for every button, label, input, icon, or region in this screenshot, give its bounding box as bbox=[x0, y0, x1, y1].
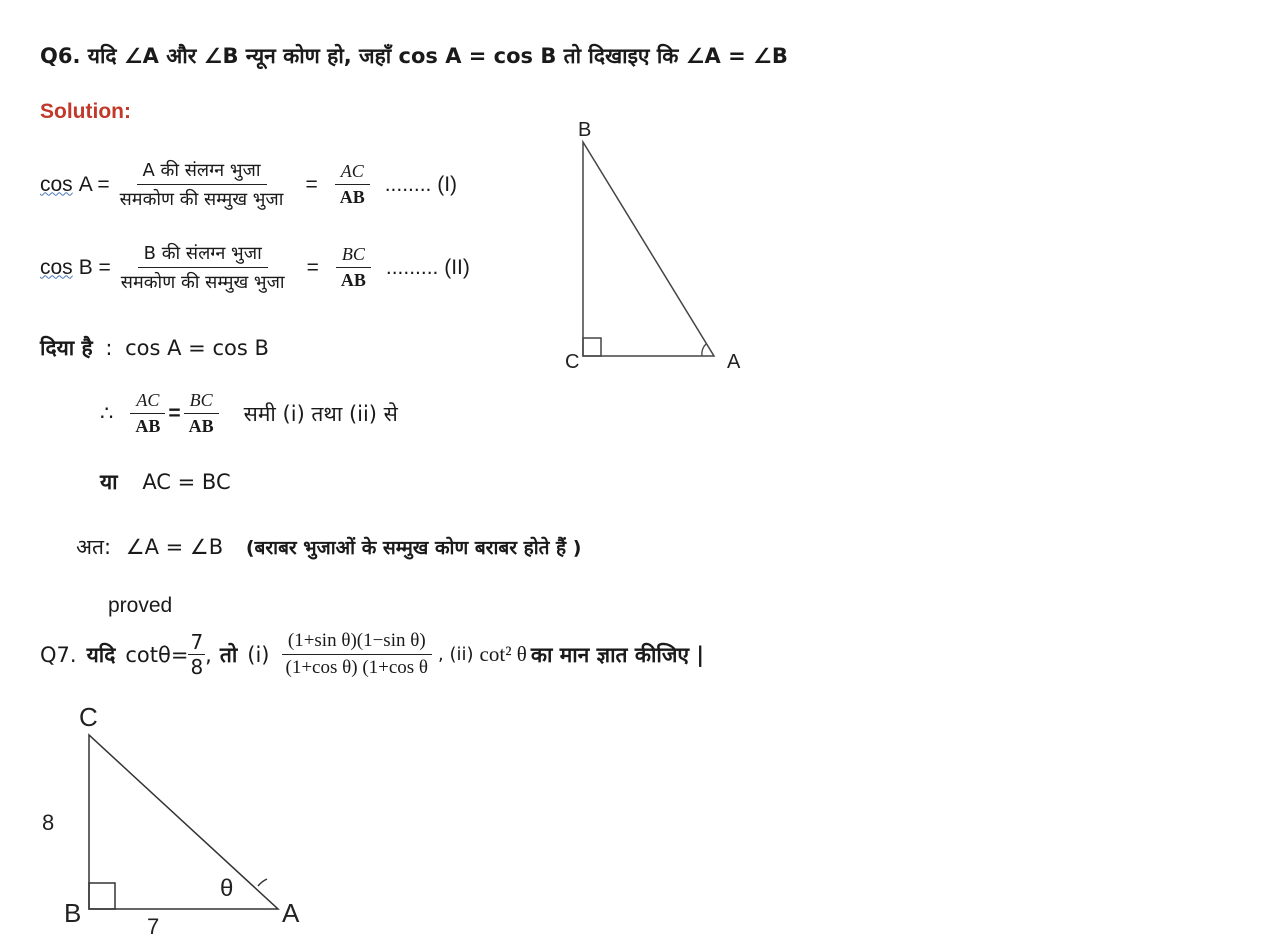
part-i-label: (i) bbox=[247, 642, 270, 667]
theta-label: θ bbox=[220, 875, 234, 902]
equation-tag-2: ......... (II) bbox=[385, 255, 470, 279]
hence-expression: ∠A = ∠B bbox=[125, 535, 224, 559]
triangle-2-outline bbox=[89, 735, 278, 909]
proved-text: proved bbox=[108, 594, 173, 617]
question-6 bbox=[40, 42, 788, 70]
vertex-c-label: C bbox=[79, 702, 98, 732]
solution-label: Solution: bbox=[40, 100, 131, 123]
triangle-abc-diagram bbox=[560, 112, 760, 377]
ratio-numerator-bc: BC bbox=[336, 244, 371, 268]
question-7-label: Q7. bbox=[40, 642, 77, 667]
ratio-denominator-ab: AB bbox=[339, 187, 365, 207]
given-expression: cos A = cos B bbox=[125, 336, 269, 360]
vertex-c-label: C bbox=[565, 351, 580, 373]
cot-value-fraction bbox=[188, 630, 205, 679]
part-i-expression bbox=[280, 630, 435, 679]
cot-numerator: 7 bbox=[190, 630, 204, 654]
triangle-cba-diagram bbox=[30, 698, 320, 943]
right-angle-marker bbox=[89, 883, 115, 909]
therefore-symbol: ∴ bbox=[100, 402, 114, 425]
equation-tag-1: ........ (I) bbox=[384, 172, 458, 196]
cos-a-ratio bbox=[334, 161, 371, 208]
ratio-numerator-ac: AC bbox=[335, 161, 370, 185]
or-line bbox=[100, 468, 231, 496]
angle-a-arc bbox=[702, 344, 706, 356]
ratio-denominator-ab: AB bbox=[340, 270, 366, 290]
cot-theta: cotθ= bbox=[125, 642, 189, 667]
cos-b-ratio-text bbox=[115, 241, 291, 294]
cos-b-denominator: समकोण की सम्मुख भुजा bbox=[120, 272, 285, 293]
given-line bbox=[40, 334, 269, 362]
or-expression: AC = BC bbox=[142, 470, 231, 494]
cot-denominator: 8 bbox=[190, 655, 204, 679]
cos-a-denominator: समकोण की सम्मुख भुजा bbox=[119, 189, 284, 210]
therefore-num-ac: AC bbox=[130, 390, 165, 414]
question-7-rest: का मान ज्ञात कीजिए | bbox=[530, 642, 705, 667]
therefore-num-bc: BC bbox=[184, 390, 219, 414]
therefore-den-ab: AB bbox=[188, 416, 214, 436]
question-6-label: Q6. bbox=[40, 44, 81, 68]
or-label: या bbox=[100, 470, 118, 494]
given-label: दिया है bbox=[40, 336, 93, 360]
equation-cos-b bbox=[40, 241, 470, 294]
side-cb-length: 8 bbox=[42, 810, 55, 835]
therefore-equals: = bbox=[168, 401, 181, 425]
cos-b-ratio bbox=[335, 244, 372, 291]
vertex-a-label: A bbox=[727, 351, 741, 373]
side-ba-length: 7 bbox=[147, 914, 160, 939]
equation-cos-a bbox=[40, 158, 457, 211]
cos-b-func: cos bbox=[40, 255, 73, 279]
hence-label: अत: bbox=[76, 535, 112, 559]
hence-line bbox=[76, 533, 581, 561]
cos-a-func: cos bbox=[40, 172, 73, 196]
question-7 bbox=[40, 630, 704, 679]
cos-b-var: B = bbox=[78, 255, 111, 279]
part-i-denominator: (1+cos θ) (1+cos θ bbox=[285, 657, 429, 678]
cos-a-ratio-text bbox=[114, 158, 290, 211]
cos-b-numerator: B की संलग्न भुजा bbox=[138, 241, 268, 268]
triangle-1-outline bbox=[583, 142, 714, 356]
therefore-left-ratio bbox=[129, 390, 166, 437]
question-7-to: तो bbox=[219, 642, 238, 667]
equals-sign: = bbox=[305, 172, 318, 196]
vertex-b-label: B bbox=[64, 898, 82, 928]
comma: , bbox=[205, 642, 212, 667]
hence-note: (बराबर भुजाओं के सम्मुख कोण बराबर होते हैं ) bbox=[245, 537, 582, 559]
therefore-den-ab: AB bbox=[135, 416, 161, 436]
cos-a-var: A = bbox=[78, 172, 110, 196]
cot-squared-theta: cot² θ bbox=[479, 642, 527, 666]
given-colon: : bbox=[105, 336, 113, 360]
vertex-b-label: B bbox=[578, 119, 592, 141]
right-angle-marker bbox=[583, 338, 601, 356]
equals-sign: = bbox=[306, 255, 319, 279]
question-7-yadi: यदि bbox=[86, 642, 116, 667]
therefore-note: समी (i) तथा (ii) से bbox=[243, 401, 398, 426]
therefore-line bbox=[100, 390, 398, 437]
theta-arc bbox=[258, 879, 267, 886]
part-ii-label: , (ii) bbox=[438, 644, 474, 665]
therefore-right-ratio bbox=[183, 390, 220, 437]
vertex-a-label: A bbox=[282, 898, 300, 928]
part-i-numerator: (1+sin θ)(1−sin θ) bbox=[282, 630, 432, 655]
question-6-text: यदि ∠A और ∠B न्यून कोण हो, जहाँ cos A = cos B तो दिखाइए कि ∠A = ∠B bbox=[87, 44, 788, 68]
cos-a-numerator: A की संलग्न भुजा bbox=[137, 158, 267, 185]
